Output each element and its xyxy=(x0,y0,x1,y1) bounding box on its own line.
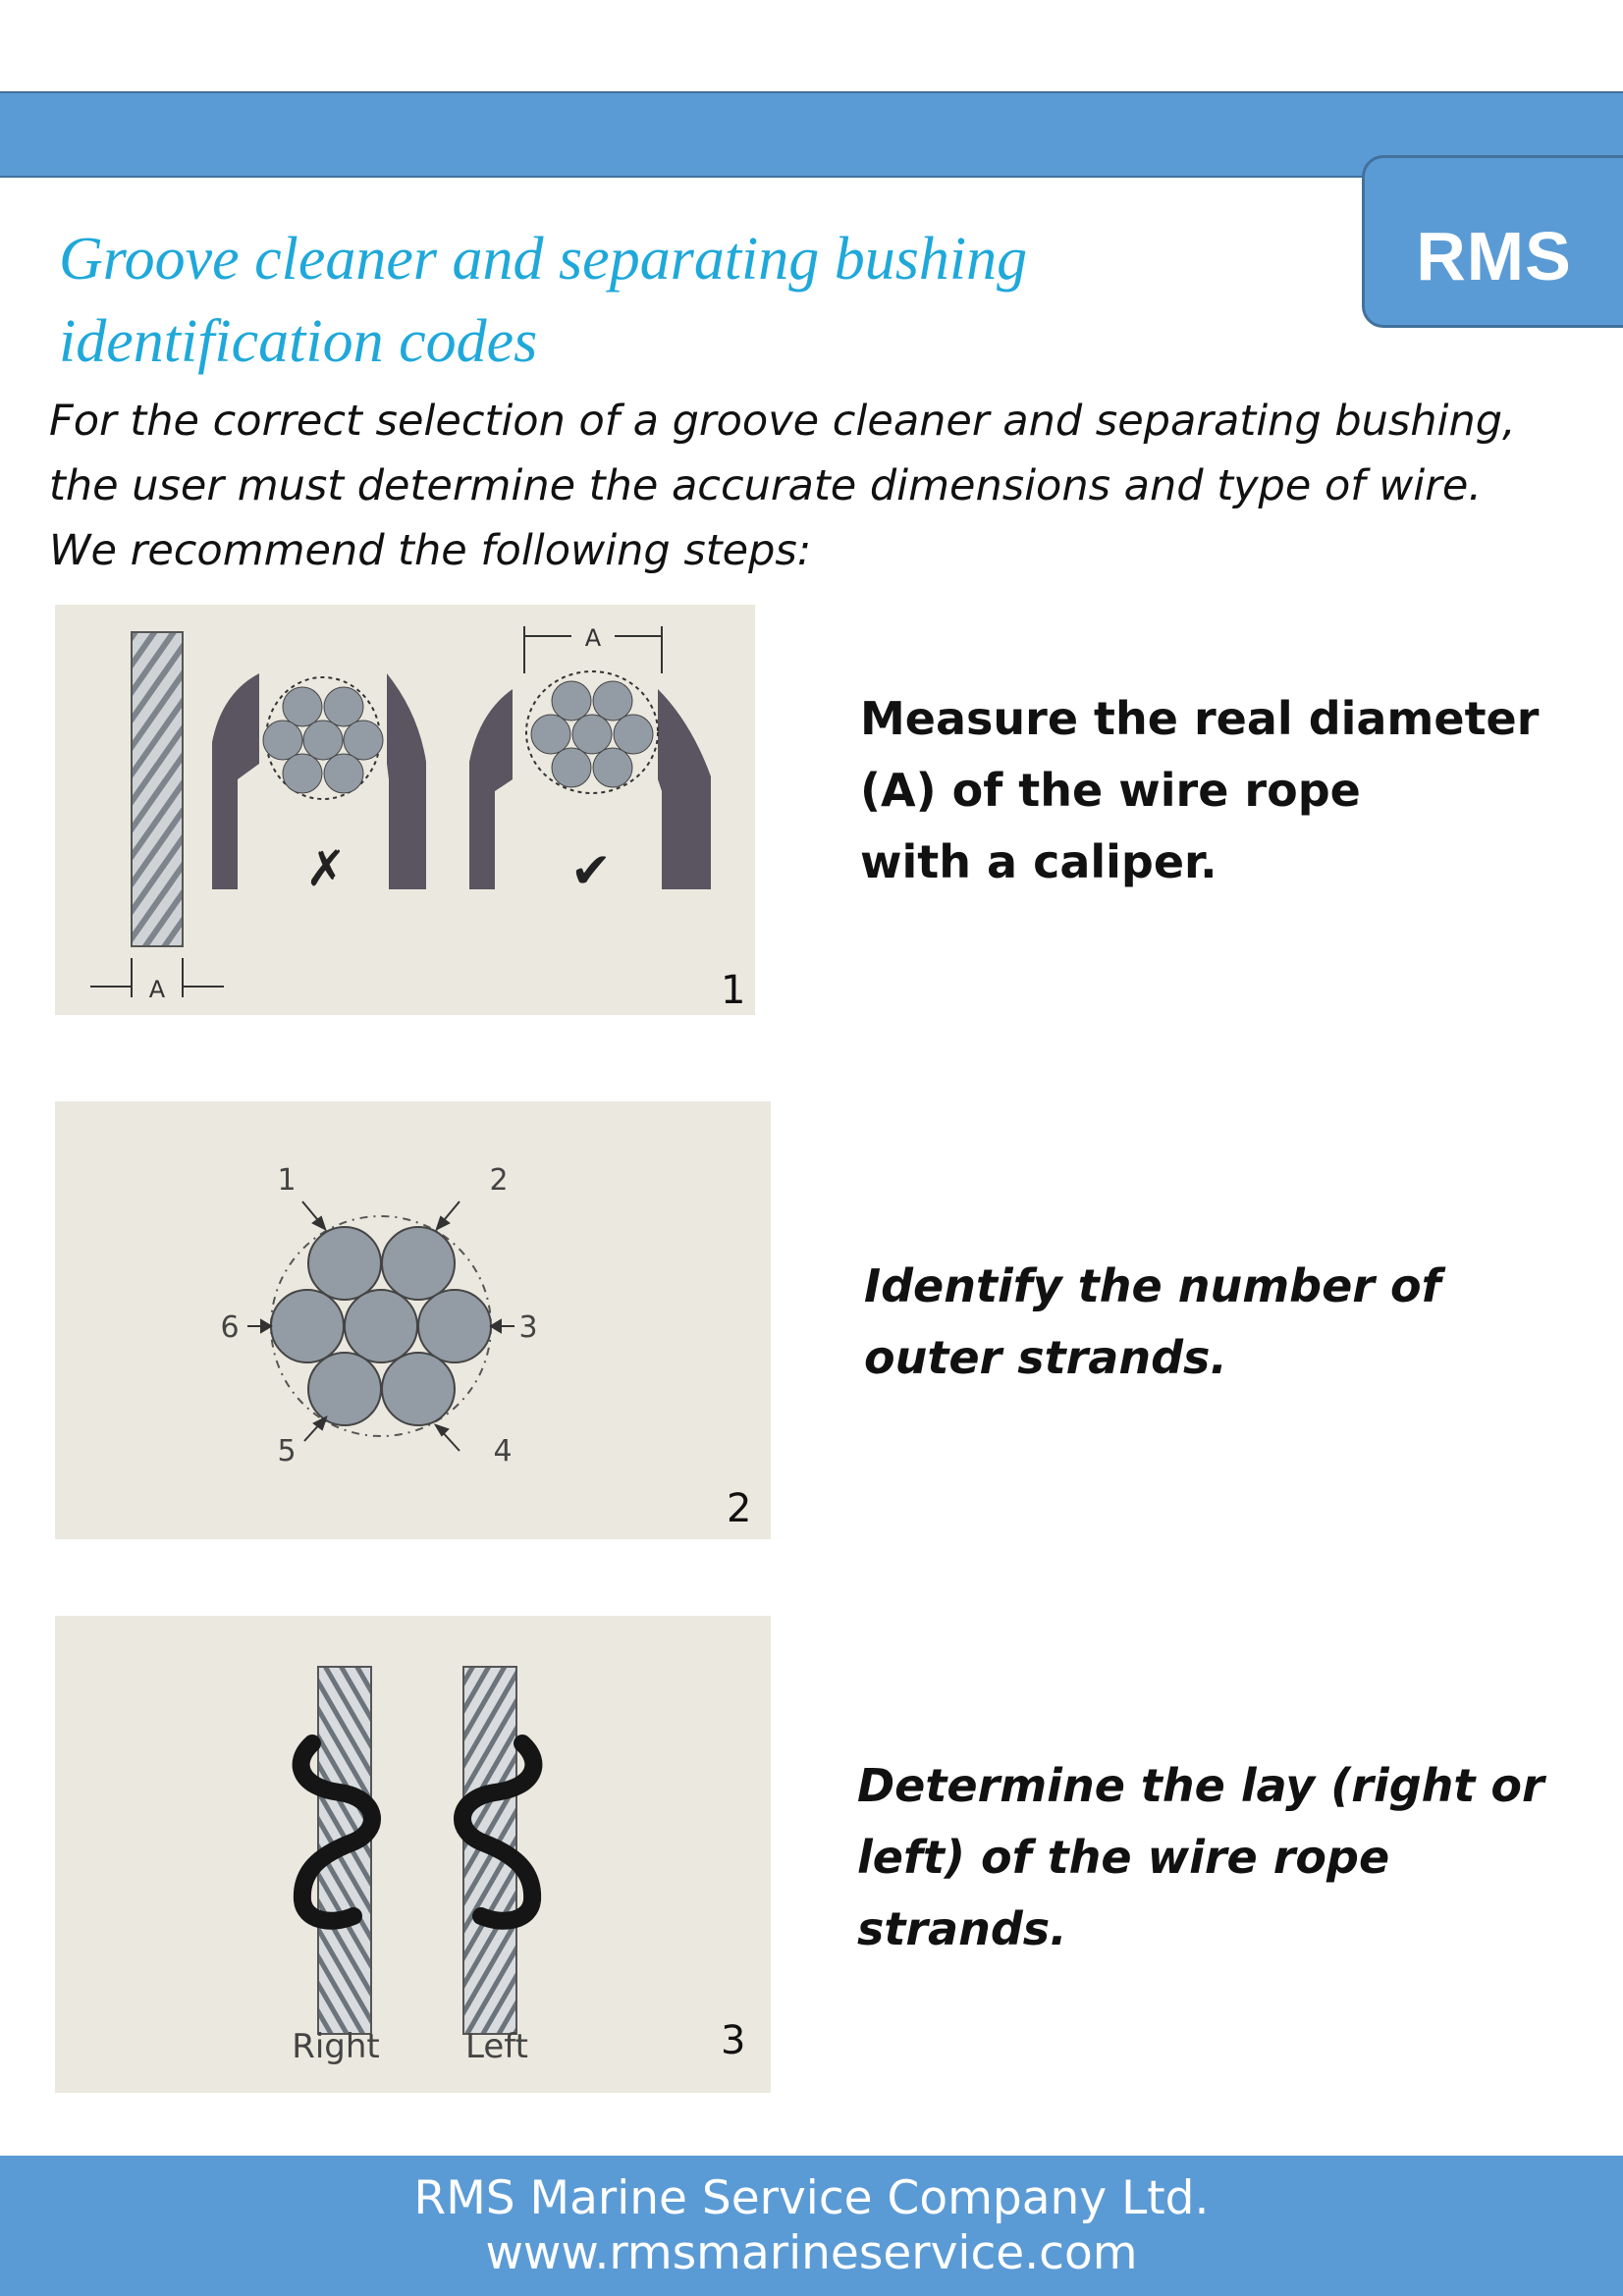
step-2-instruction xyxy=(864,1251,1441,1394)
strand-number: 2 xyxy=(489,1163,509,1198)
strand-number: 6 xyxy=(220,1310,240,1345)
strand-number: 1 xyxy=(277,1163,297,1198)
figure-number: 3 xyxy=(721,2018,746,2063)
rope-lay-illustration xyxy=(55,1616,771,2093)
figure-number: 2 xyxy=(727,1486,752,1531)
wire-rope-side-view xyxy=(132,632,183,946)
page-title xyxy=(59,218,1139,383)
intro-line: For the correct selection of a groove cleaner and separating bushing, xyxy=(49,397,1516,446)
footer-band xyxy=(0,2156,1623,2296)
intro-line: the user must determine the accurate dimensions and type of wire. xyxy=(49,461,1482,510)
step-text-line: left) of the wire rope xyxy=(857,1831,1390,1884)
step-text-line: outer strands. xyxy=(864,1331,1227,1384)
figure-1-panel xyxy=(55,605,755,1015)
step-text-line: Measure the real diameter xyxy=(860,692,1540,745)
step-1-instruction xyxy=(860,683,1539,898)
dimension-label-top: A xyxy=(584,624,602,652)
step-text-line: Identify the number of xyxy=(864,1259,1441,1312)
strand-number: 4 xyxy=(493,1434,513,1468)
figure-number: 1 xyxy=(721,968,746,1013)
dimension-label-bottom: A xyxy=(148,976,166,1003)
logo-text: RMS xyxy=(1416,218,1572,294)
step-text-line: Determine the lay (right or xyxy=(857,1759,1544,1812)
check-mark-icon: ✔ xyxy=(570,842,612,899)
strand-number: 5 xyxy=(277,1434,297,1468)
title-line: identification codes xyxy=(59,308,538,375)
step-text-line: (A) of the wire rope xyxy=(860,764,1361,817)
left-lay-label: Left xyxy=(465,2027,528,2066)
caliper-measurement-illustration xyxy=(55,605,755,1015)
footer-website: www.rmsmarineservice.com xyxy=(485,2226,1138,2280)
wrong-mark-icon: ✗ xyxy=(305,840,347,897)
strand-number: 3 xyxy=(518,1310,538,1345)
step-text-line: strands. xyxy=(857,1902,1067,1955)
title-line: Groove cleaner and separating bushing xyxy=(59,226,1028,293)
right-lay-label: Right xyxy=(292,2027,380,2066)
step-text-line: with a caliper. xyxy=(860,835,1217,888)
intro-paragraph xyxy=(49,389,1581,583)
intro-line: We recommend the following steps: xyxy=(49,526,812,575)
figure-2-panel xyxy=(55,1101,771,1539)
strand-cross-section-illustration xyxy=(55,1101,771,1539)
footer-company-name: RMS Marine Service Company Ltd. xyxy=(413,2171,1210,2225)
step-3-instruction xyxy=(857,1750,1544,1965)
strand-circles xyxy=(271,1227,491,1425)
rms-logo xyxy=(1362,155,1623,328)
figure-3-panel xyxy=(55,1616,771,2093)
